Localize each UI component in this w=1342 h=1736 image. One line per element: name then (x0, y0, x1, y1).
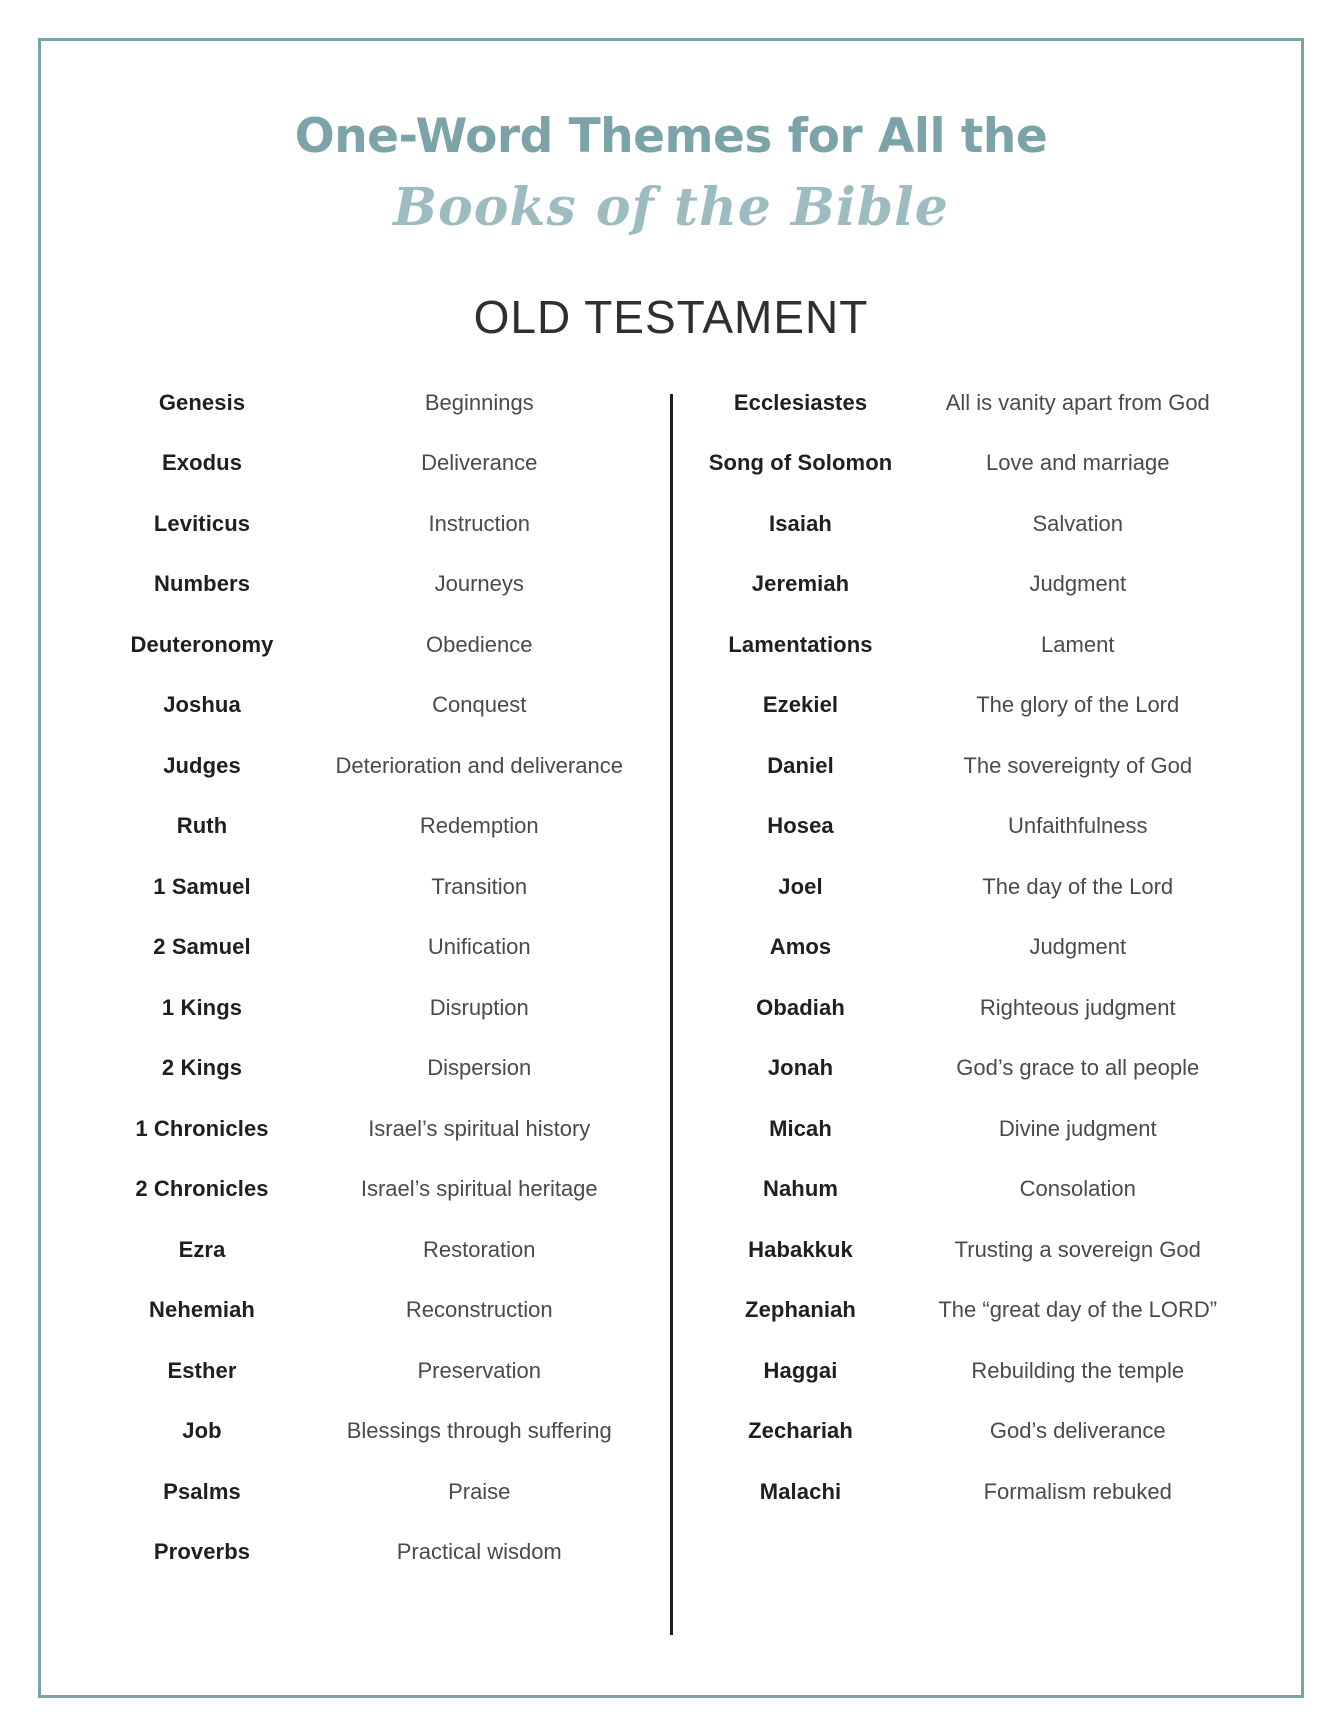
book-theme: Journeys (434, 571, 524, 597)
book-name: Nahum (762, 1176, 839, 1202)
book-theme: Israel’s spiritual heritage (360, 1176, 598, 1202)
list-item (691, 1176, 1246, 1237)
book-name: Zephaniah (745, 1297, 856, 1323)
list-item (691, 571, 1246, 632)
book-name: Job (182, 1418, 222, 1444)
book-name: Song of Solomon (708, 450, 893, 476)
book-name: Obadiah (756, 994, 845, 1020)
list-item (691, 1418, 1246, 1479)
book-theme-columns (97, 390, 1245, 1665)
list-item (691, 450, 1246, 511)
list-item (691, 995, 1246, 1056)
left-column (97, 390, 670, 1665)
book-theme: Lament (1041, 631, 1115, 657)
book-name: 2 Chronicles (135, 1176, 269, 1202)
book-name: Jeremiah (751, 571, 850, 597)
book-name: Genesis (158, 389, 246, 415)
book-name: Proverbs (153, 1539, 251, 1565)
book-theme: The glory of the Lord (976, 692, 1180, 718)
book-theme: Conquest (432, 692, 527, 718)
book-theme: Unification (427, 934, 531, 960)
list-item (97, 1479, 652, 1540)
book-theme: Trusting a sovereign God (954, 1236, 1201, 1262)
book-name: Isaiah (769, 510, 832, 536)
list-item (691, 1055, 1246, 1116)
title-block (97, 111, 1245, 240)
book-name: 1 Samuel (153, 873, 251, 899)
book-name: Leviticus (153, 510, 251, 536)
list-item (97, 692, 652, 753)
book-theme: Reconstruction (405, 1297, 553, 1323)
book-name: 1 Chronicles (135, 1115, 269, 1141)
list-item (97, 1297, 652, 1358)
page-title-line-1: One-Word Themes for All the (294, 109, 1048, 164)
book-name: Ruth (176, 813, 228, 839)
book-theme: Deterioration and deliverance (335, 752, 623, 778)
book-name: Jonah (767, 1055, 834, 1081)
list-item (97, 1539, 652, 1600)
book-theme: Formalism rebuked (983, 1478, 1172, 1504)
book-theme: Consolation (1019, 1176, 1136, 1202)
book-name: Habakkuk (748, 1236, 853, 1262)
list-item (691, 1237, 1246, 1298)
book-name: Ezekiel (762, 692, 839, 718)
list-item (691, 934, 1246, 995)
book-theme: Obedience (426, 631, 533, 657)
list-item (97, 934, 652, 995)
book-theme: Love and marriage (986, 450, 1170, 476)
book-theme: Israel’s spiritual history (368, 1115, 591, 1141)
book-theme: Righteous judgment (979, 994, 1176, 1020)
book-theme: Dispersion (427, 1055, 532, 1081)
list-item (97, 571, 652, 632)
list-item (691, 632, 1246, 693)
book-theme: Restoration (422, 1236, 536, 1262)
list-item (97, 1176, 652, 1237)
list-item (97, 390, 652, 451)
book-name: Lamentations (728, 631, 873, 657)
list-item (97, 813, 652, 874)
book-name: Nehemiah (149, 1297, 255, 1323)
book-theme: Praise (448, 1478, 511, 1504)
book-name: Hosea (767, 813, 834, 839)
book-name: Deuteronomy (130, 631, 274, 657)
book-name: 2 Samuel (153, 934, 251, 960)
list-item (97, 1418, 652, 1479)
book-theme: God’s deliverance (989, 1418, 1166, 1444)
book-name: Amos (769, 934, 832, 960)
book-name: 1 Kings (161, 994, 243, 1020)
book-name: Daniel (767, 752, 834, 778)
book-theme: Salvation (1032, 510, 1123, 536)
book-name: Joshua (163, 692, 241, 718)
list-item (691, 874, 1246, 935)
list-item (691, 1116, 1246, 1177)
book-theme: Disruption (429, 994, 529, 1020)
book-name: Ezra (178, 1236, 226, 1262)
book-name: Judges (163, 752, 241, 778)
book-name: Joel (778, 873, 823, 899)
page-border-frame (38, 38, 1304, 1698)
book-theme: Divine judgment (998, 1115, 1157, 1141)
book-theme: All is vanity apart from God (945, 389, 1210, 415)
list-item (97, 511, 652, 572)
list-item (97, 1358, 652, 1419)
list-item (691, 753, 1246, 814)
book-name: Psalms (163, 1478, 241, 1504)
right-column (673, 390, 1246, 1665)
book-theme: Preservation (417, 1357, 541, 1383)
book-theme: Deliverance (421, 450, 538, 476)
list-item (691, 1297, 1246, 1358)
list-item (691, 1479, 1246, 1540)
book-theme: Beginnings (424, 389, 534, 415)
list-item (691, 1358, 1246, 1419)
book-theme: Blessings through suffering (346, 1418, 612, 1444)
book-theme: Instruction (428, 510, 530, 536)
book-theme: God’s grace to all people (956, 1055, 1200, 1081)
list-item (691, 511, 1246, 572)
list-item (97, 1055, 652, 1116)
book-theme: Practical wisdom (396, 1539, 562, 1565)
book-name: Malachi (759, 1478, 842, 1504)
list-item (691, 692, 1246, 753)
book-theme: Rebuilding the temple (971, 1357, 1185, 1383)
book-name: Ecclesiastes (733, 389, 868, 415)
book-theme: The “great day of the LORD” (938, 1297, 1218, 1323)
list-item (97, 1116, 652, 1177)
book-theme: Redemption (419, 813, 539, 839)
list-item (97, 450, 652, 511)
book-theme: The sovereignty of God (963, 752, 1193, 778)
book-name: Exodus (161, 450, 243, 476)
book-name: Haggai (763, 1357, 838, 1383)
list-item (97, 995, 652, 1056)
book-theme: The day of the Lord (982, 873, 1174, 899)
list-item (97, 753, 652, 814)
book-name: Esther (167, 1357, 237, 1383)
page-title-line-2: Books of the Bible (393, 176, 949, 238)
book-theme: Transition (431, 873, 528, 899)
book-theme: Unfaithfulness (1008, 813, 1148, 839)
book-name: Zechariah (748, 1418, 853, 1444)
list-item (691, 390, 1246, 451)
section-title-old-testament: OLD TESTAMENT (473, 290, 869, 343)
book-theme: Judgment (1029, 571, 1127, 597)
list-item (97, 874, 652, 935)
book-name: 2 Kings (161, 1055, 243, 1081)
book-name: Micah (769, 1115, 832, 1141)
list-item (97, 1237, 652, 1298)
book-theme: Judgment (1029, 934, 1127, 960)
book-name: Numbers (153, 571, 251, 597)
list-item (97, 632, 652, 693)
list-item (691, 813, 1246, 874)
